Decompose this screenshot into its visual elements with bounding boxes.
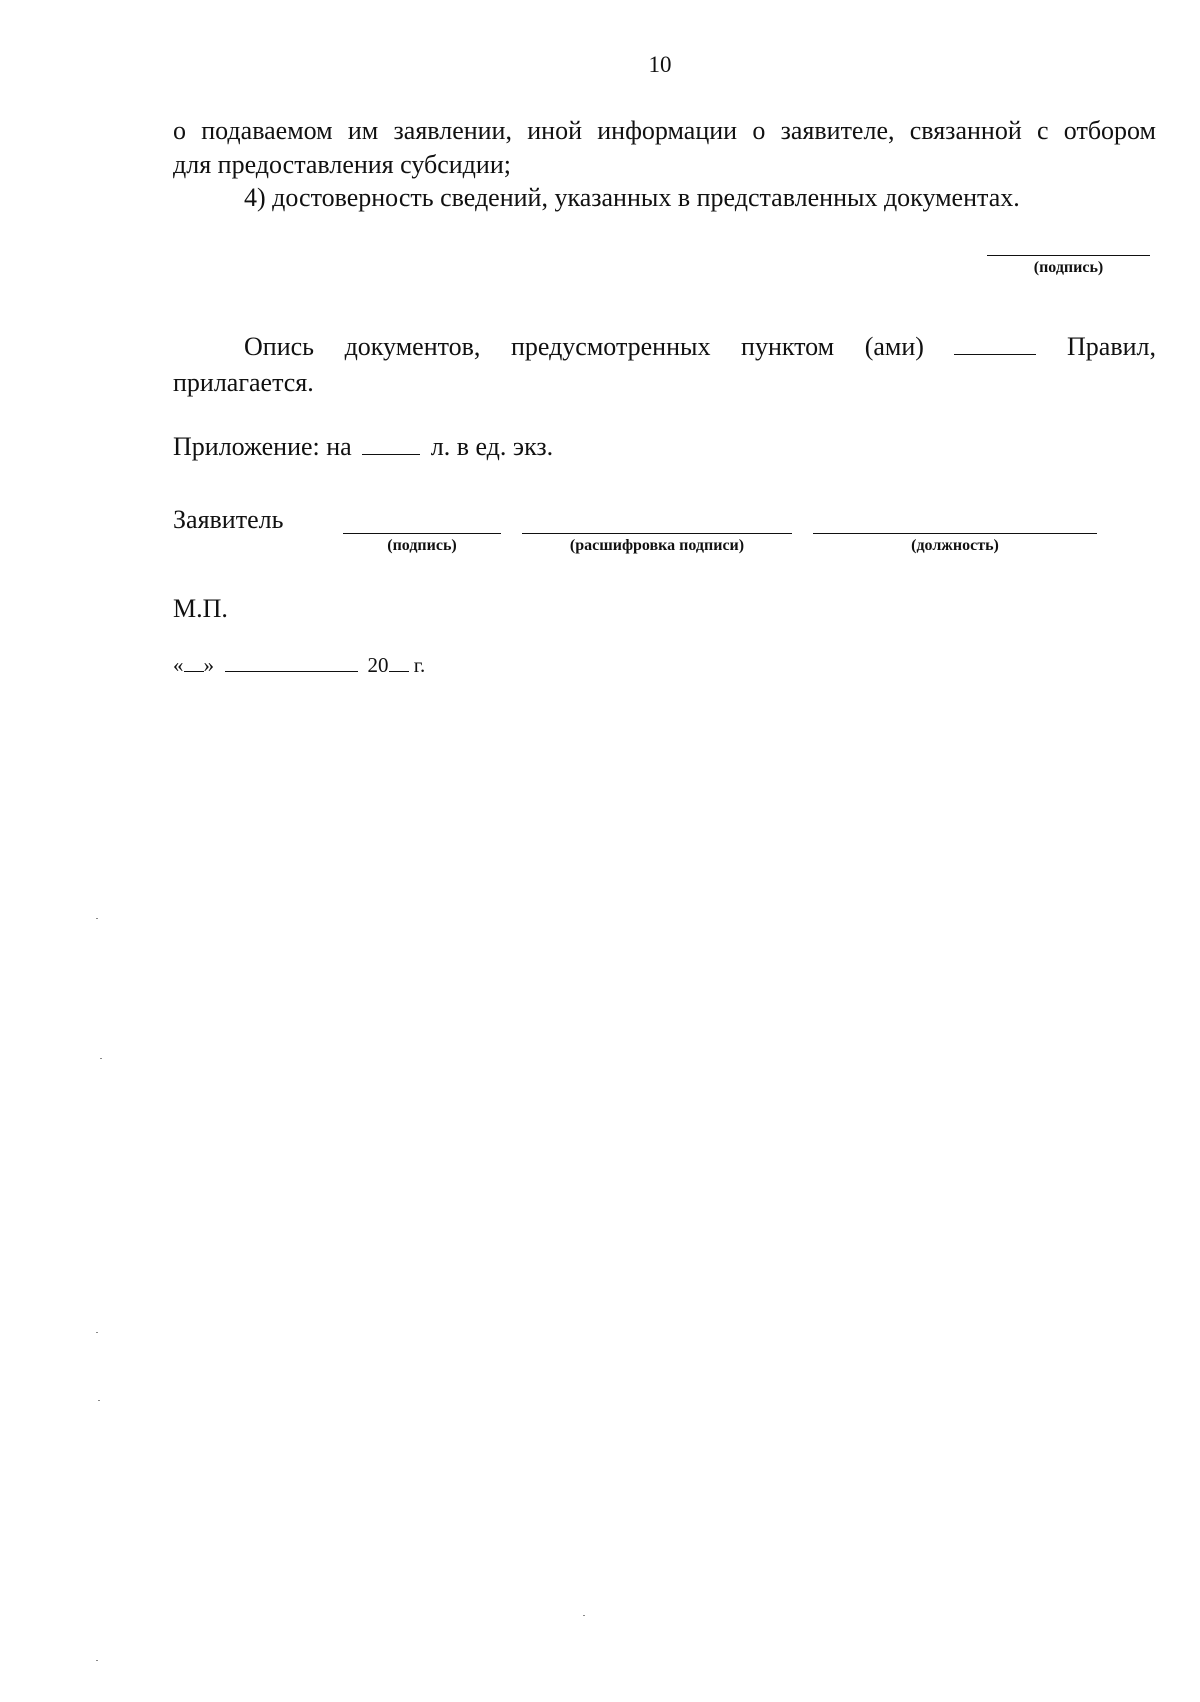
date-month-blank <box>225 652 358 672</box>
page-number: 10 <box>648 52 672 77</box>
opis-word: (ами) <box>864 332 924 361</box>
top-signature-line <box>987 255 1150 256</box>
paragraph-line-2: для предоставления субсидии; <box>173 150 511 179</box>
date-close-quote: » <box>203 653 214 677</box>
stamp-place-label: М.П. <box>173 594 228 623</box>
scan-speck <box>96 1332 98 1333</box>
opis-word: Правил, <box>1067 332 1156 361</box>
applicant-label: Заявитель <box>173 505 284 534</box>
date-year-suffix: г. <box>413 653 426 677</box>
opis-line-2: прилагается. <box>173 368 314 397</box>
scan-speck <box>98 1400 100 1401</box>
opis-line-1 <box>244 330 1156 363</box>
applicant-signature-caption: (подпись) <box>387 537 457 554</box>
opis-word: пунктом <box>741 332 835 361</box>
paragraph-item-4: 4) достоверность сведений, указанных в представленных документах. <box>244 183 1020 212</box>
paragraph-line-1: о подаваемом им заявлении, иной информации о заявителе, связанной с отбором <box>173 116 1156 145</box>
prilozhenie-prefix: Приложение: на <box>173 432 352 461</box>
opis-blank-field <box>954 330 1036 355</box>
opis-word: Опись <box>244 332 315 361</box>
date-year-blank <box>389 652 409 672</box>
prilozhenie-blank-field <box>362 430 420 455</box>
applicant-position-line <box>813 533 1097 534</box>
prilozhenie-suffix: л. в ед. экз. <box>430 432 554 461</box>
top-signature-caption: (подпись) <box>1033 259 1104 276</box>
applicant-decryption-line <box>522 533 792 534</box>
date-line <box>173 651 425 679</box>
opis-word: предусмотренных <box>510 332 711 361</box>
scan-speck <box>100 1058 102 1059</box>
applicant-signature-line <box>343 533 501 534</box>
applicant-position-caption: (должность) <box>911 537 999 554</box>
date-day-blank <box>184 652 204 672</box>
date-open-quote: « <box>173 653 184 677</box>
prilozhenie-line <box>173 430 553 463</box>
scan-speck <box>96 918 98 919</box>
date-year-prefix: 20 <box>367 653 389 677</box>
opis-word: документов, <box>344 332 481 361</box>
scan-speck <box>583 1615 585 1616</box>
applicant-decryption-caption: (расшифровка подписи) <box>569 537 745 554</box>
scan-speck <box>96 1660 98 1661</box>
